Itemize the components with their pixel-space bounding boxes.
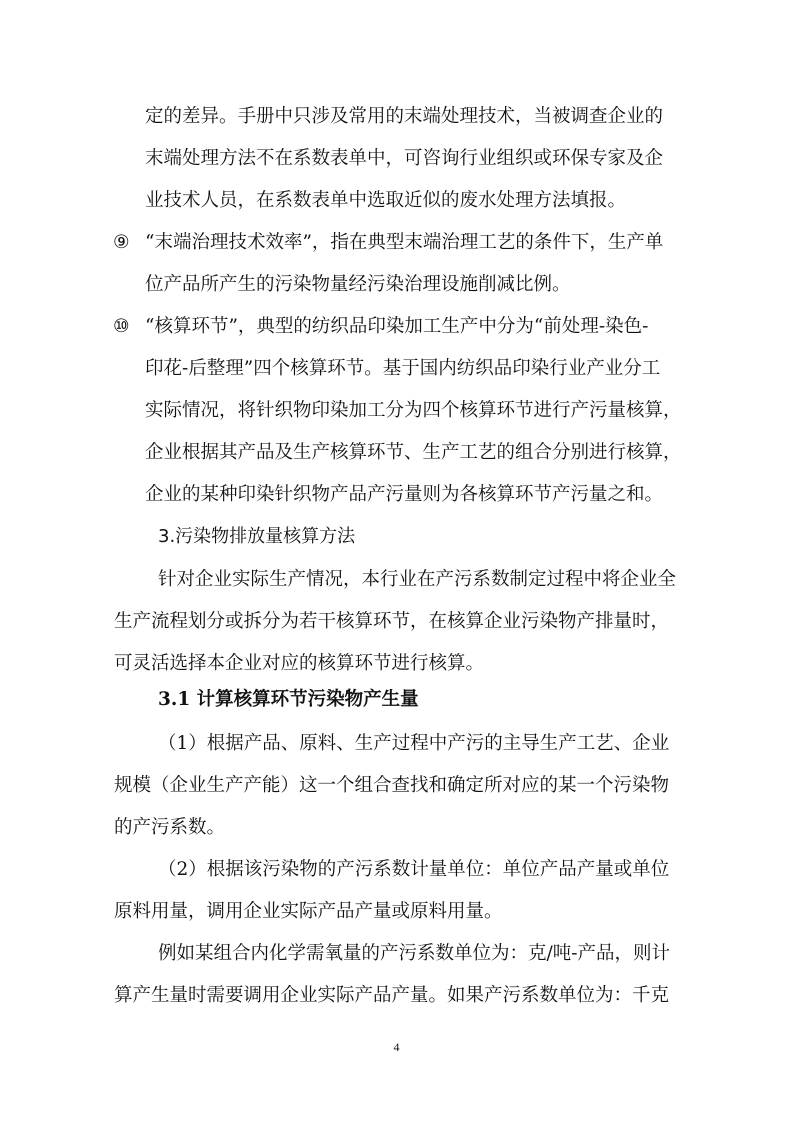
list-item-line: 企业根据其产品及生产核算环节、生产工艺的组合分别进行核算， (145, 442, 682, 463)
paragraph-line: （2）根据该污染物的产污系数计量单位：单位产品产量或单位 (158, 859, 670, 880)
paragraph-line: 生产流程划分或拆分为若干核算环节，在核算企业污染物产排量时， (114, 611, 670, 632)
list-item-line: 位产品所产生的污染物量经污染治理设施削减比例。 (145, 274, 571, 295)
paragraph-line: 业技术人员，在系数表单中选取近似的废水处理方法填报。 (145, 190, 627, 211)
paragraph-line: （1）根据产品、原料、生产过程中产污的主导生产工艺、企业 (158, 733, 670, 754)
paragraph-line: 规模（企业生产产能）这一个组合查找和确定所对应的某一个污染物 (114, 775, 670, 796)
list-marker: ⑨ (113, 232, 130, 253)
list-item-line: 印花-后整理”四个核算环节。基于国内纺织品印染行业产业分工 (145, 358, 661, 379)
subsection-heading: 3.1 计算核算环节污染物产生量 (158, 689, 419, 710)
list-item-line: 企业的某种印染针织物产品产污量则为各核算环节产污量之和。 (145, 484, 664, 505)
paragraph-line: 可灵活选择本企业对应的核算环节进行核算。 (114, 653, 485, 674)
paragraph-line: 针对企业实际生产情况，本行业在产污系数制定过程中将企业全 (158, 569, 677, 590)
paragraph-line: 定的差异。手册中只涉及常用的末端处理技术，当被调查企业的 (145, 106, 664, 127)
paragraph-line: 原料用量，调用企业实际产品产量或原料用量。 (114, 901, 503, 922)
paragraph-line: 的产污系数。 (114, 817, 226, 838)
list-item-line: “末端治理技术效率”，指在典型末端治理工艺的条件下，生产单 (145, 232, 664, 253)
list-item-line: 实际情况，将针织物印染加工分为四个核算环节进行产污量核算， (145, 400, 682, 421)
section-heading: 3.污染物排放量核算方法 (158, 526, 356, 547)
list-item-line: “核算环节”，典型的纺织品印染加工生产中分为“前处理-染色- (145, 316, 649, 337)
list-marker: ⑩ (113, 316, 130, 337)
paragraph-line: 算产生量时需要调用企业实际产品产量。如果产污系数单位为：千克 (114, 985, 670, 1006)
paragraph-line: 例如某组合内化学需氧量的产污系数单位为：克/吨-产品，则计 (158, 943, 670, 964)
page-number: 4 (393, 1040, 400, 1054)
paragraph-line: 末端处理方法不在系数表单中，可咨询行业组织或环保专家及企 (145, 148, 664, 169)
